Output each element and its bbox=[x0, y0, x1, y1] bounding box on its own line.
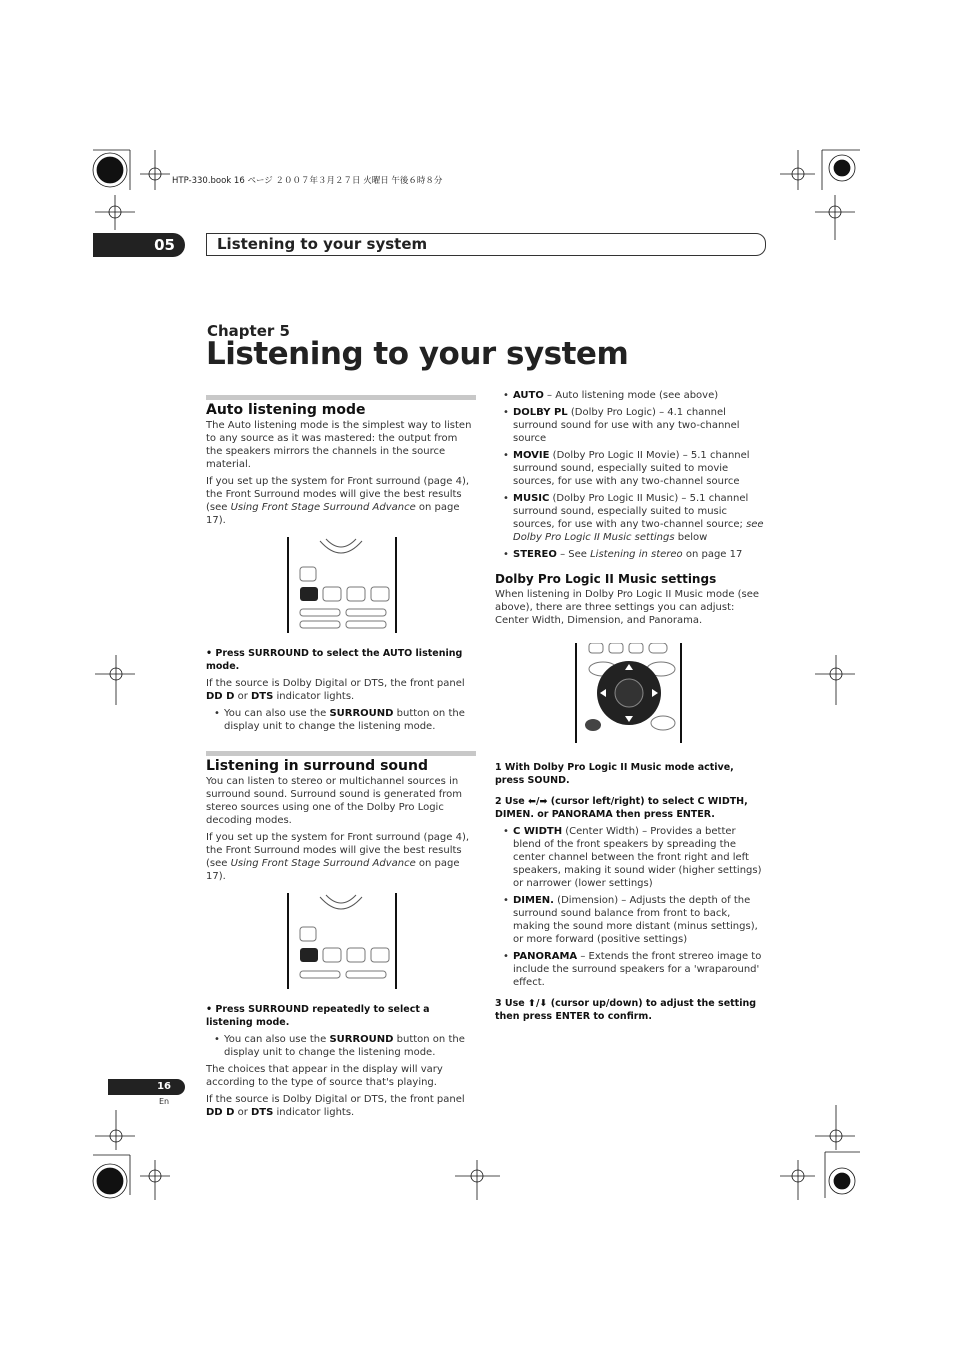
paragraph: The Auto listening mode is the simplest way to listen to any source as it was mastered: the output from the speakers mirrors the channels in the source material. bbox=[206, 420, 472, 470]
list-item: • AUTO – Auto listening mode (see above) bbox=[495, 389, 765, 402]
list-item: • C WIDTH (Center Width) – Provides a better blend of the front speakers by spreading the center channel between the front right and left speakers, making it sound wider (higher settings) or narrower (lower settings) bbox=[495, 825, 765, 890]
list-item: • STEREO – See Listening in stereo on page 17 bbox=[495, 548, 765, 561]
mode-list bbox=[495, 389, 765, 561]
running-header: Listening to your system bbox=[206, 233, 766, 256]
paragraph: The choices that appear in the display will vary according to the type of source that's playing. bbox=[206, 1064, 443, 1088]
paragraph: When listening in Dolby Pro Logic II Music mode (see above), there are three settings you can adjust: Center Width, Dimension, and Panorama. bbox=[495, 589, 760, 626]
setting-list bbox=[495, 825, 765, 989]
list-item: • You can also use the SURROUND button on the display unit to change the listening mode. bbox=[206, 707, 476, 733]
right-column bbox=[495, 389, 765, 1027]
instruction-step: • Press SURROUND to select the AUTO listening mode. bbox=[206, 648, 463, 672]
remote-surround-illustration bbox=[206, 537, 476, 637]
paragraph: If you set up the system for Front surround (page 4), the Front Surround modes will give the best results (see Using Front Stage Surround Advance on page 17). bbox=[206, 832, 470, 882]
page-title: Listening to your system bbox=[206, 336, 629, 372]
chapter-badge: 05 bbox=[93, 233, 185, 257]
list-item: • PANORAMA – Extends the front strereo image to include the surround speakers for a 'wraparound' effect. bbox=[495, 950, 765, 989]
list-item: • You can also use the SURROUND button on the display unit to change the listening mode. bbox=[206, 1033, 476, 1059]
instruction-step-1: 1 With Dolby Pro Logic II Music mode active, press SOUND. bbox=[495, 762, 734, 786]
instruction-step-3: 3 Use ⬆/⬇ (cursor up/down) to adjust the setting then press ENTER to confirm. bbox=[495, 998, 757, 1022]
print-info: HTP-330.book 16 ページ ２００７年３月２７日 火曜日 午後６時８分 bbox=[172, 176, 443, 186]
section-rule bbox=[206, 395, 476, 400]
language-code: En bbox=[159, 1097, 170, 1106]
paragraph: If you set up the system for Front surround (page 4), the Front Surround modes will give the best results (see Using Front Stage Surround Advance on page 17). bbox=[206, 476, 470, 526]
section-rule bbox=[206, 751, 476, 756]
remote-cursor-illustration bbox=[495, 643, 765, 747]
section-heading-surround: Listening in surround sound bbox=[206, 758, 428, 774]
list-item: • DOLBY PL (Dolby Pro Logic) – 4.1 channel surround sound for use with any two-channel source bbox=[495, 406, 765, 445]
instruction-step-2: 2 Use ⬅/➡ (cursor left/right) to select C WIDTH, DIMEN. or PANORAMA then press ENTER. bbox=[495, 796, 748, 820]
indicator-note: If the source is Dolby Digital or DTS, the front panel DD D or DTS indicator lights. bbox=[206, 678, 465, 702]
indicator-note: If the source is Dolby Digital or DTS, the front panel DD D or DTS indicator lights. bbox=[206, 1094, 465, 1118]
list-item: • MOVIE (Dolby Pro Logic II Movie) – 5.1 channel surround sound, especially suited to movie sources, for use with any two-channel source bbox=[495, 449, 765, 488]
page-number: 16 bbox=[108, 1079, 185, 1095]
bullet-list bbox=[206, 1033, 476, 1059]
section-heading-auto: Auto listening mode bbox=[206, 402, 366, 418]
chapter-label: Chapter 5 bbox=[207, 322, 290, 340]
section-heading-music: Dolby Pro Logic II Music settings bbox=[495, 572, 717, 586]
paragraph: You can listen to stereo or multichannel sources in surround sound. Surround sound is generated from stereo sources using one of the Dolby Pro Logic decoding modes. bbox=[206, 776, 463, 826]
instruction-step: • Press SURROUND repeatedly to select a listening mode. bbox=[206, 1004, 430, 1028]
list-item: • MUSIC (Dolby Pro Logic II Music) – 5.1 channel surround sound, especially suited to music sources, for use with any two-channel source; see Dolby Pro Logic II Music settings below bbox=[495, 492, 765, 544]
list-item: • DIMEN. (Dimension) – Adjusts the depth of the surround sound balance from front to back, making the sound more distant (minus settings), or more forward (positive settings) bbox=[495, 894, 765, 946]
remote-surround-illustration bbox=[206, 893, 476, 993]
left-column bbox=[206, 395, 476, 1123]
bullet-list bbox=[206, 707, 476, 733]
